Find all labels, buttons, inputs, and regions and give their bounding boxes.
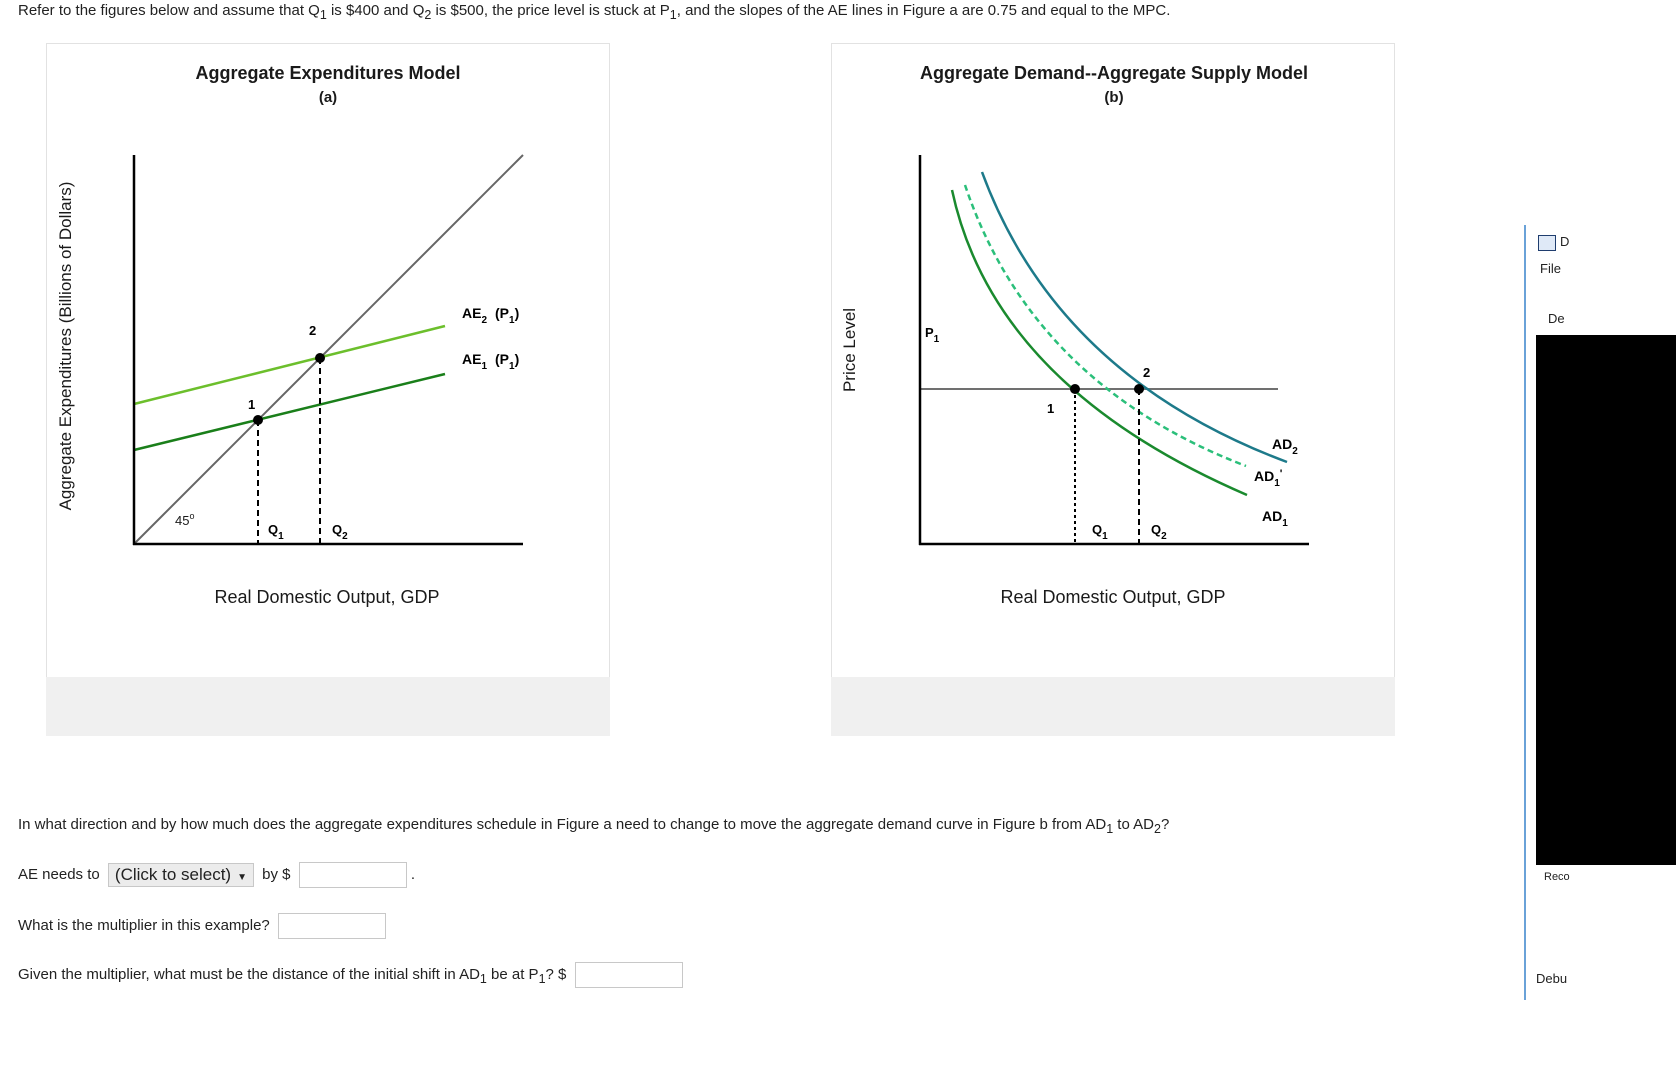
side-window-title: D <box>1560 234 1570 249</box>
q1-label: $Q_1$ <box>268 522 284 542</box>
intro-sub: 2 <box>424 8 432 22</box>
equilibrium-point-2 <box>315 353 325 363</box>
intro-text <box>18 2 1170 22</box>
answer-row-1: AE needs to (Click to select) ▼ by $ . <box>18 862 415 888</box>
figure-b-svg <box>832 44 1394 677</box>
angle-label: 45$^o$ <box>175 511 195 528</box>
b-point-1 <box>1070 384 1080 394</box>
side-de-label[interactable]: De <box>1548 311 1565 326</box>
question-2: What is the multiplier in this example? <box>18 913 386 939</box>
point-2-label: 2 <box>309 323 317 338</box>
ad2-curve <box>982 172 1287 462</box>
dropdown-arrow-icon: ▼ <box>237 872 247 883</box>
intro-part: is $400 and Q <box>326 2 425 19</box>
ae1-label: $AE_1$ $(P_1)$ <box>462 351 520 372</box>
direction-select[interactable]: (Click to select) ▼ <box>108 863 254 887</box>
figure-b-title: Aggregate Demand--Aggregate Supply Model <box>919 63 1309 83</box>
figure-b-footer <box>831 677 1395 736</box>
b-q2-label: $Q_2$ <box>1151 522 1167 542</box>
figure-a-xlabel: Real Domestic Output, GDP <box>214 587 440 607</box>
figure-a-title: Aggregate Expenditures Model <box>195 63 461 83</box>
initial-shift-input[interactable] <box>575 962 683 988</box>
question-3: Given the multiplier, what must be the distance of the initial shift in $AD_1$ be at $P_1$? $ <box>18 962 683 988</box>
figure-b-ylabel: Price Level <box>840 307 859 393</box>
figure-a-ylabel: Aggregate Expenditures (Billions of Dollars) <box>56 181 75 511</box>
by-dollar-label: by $ <box>262 865 291 883</box>
ad1-prime-label: $AD_1'$ <box>1254 468 1283 489</box>
ae2-line <box>134 326 445 404</box>
record-button[interactable]: Reco <box>1544 871 1570 883</box>
intro-sub: 1 <box>319 8 327 22</box>
b-point-2 <box>1134 384 1144 394</box>
figure-a-svg <box>47 44 609 677</box>
ae1-line <box>134 374 445 450</box>
window-icon <box>1538 235 1556 251</box>
b-q1-label: $Q_1$ <box>1092 522 1108 542</box>
figure-b-subtitle: (b) <box>1104 89 1124 106</box>
intro-part: is $500, the price level is stuck at P <box>431 2 670 19</box>
debug-side-window <box>1524 225 1676 1000</box>
file-menu[interactable]: File <box>1540 261 1561 276</box>
figure-a-subtitle: (a) <box>318 89 338 106</box>
question-1: In what direction and by how much does the aggregate expenditures schedule in Figure a need to change to move the aggregate demand curve in Figure b from $AD_1$ to $AD_2$? <box>18 816 1170 836</box>
figure-b-panel <box>831 43 1395 678</box>
forty-five-degree-line <box>134 155 523 544</box>
intro-sub: 1 <box>669 8 677 22</box>
equilibrium-point-1 <box>253 415 263 425</box>
side-window-content <box>1536 335 1676 865</box>
q2-label: $Q_2$ <box>332 522 348 542</box>
ae-change-amount-input[interactable] <box>299 862 407 888</box>
intro-part: , and the slopes of the AE lines in Figure a are 0.75 and equal to the MPC. <box>676 2 1171 19</box>
multiplier-input[interactable] <box>278 913 386 939</box>
figure-a-panel <box>46 43 610 678</box>
intro-part: Refer to the figures below and assume that Q <box>18 2 320 19</box>
debug-tab[interactable]: Debu <box>1536 971 1568 986</box>
figure-a-footer <box>46 677 610 736</box>
ae2-label: $AE_2$ $(P_1)$ <box>462 305 520 326</box>
figure-b-xlabel: Real Domestic Output, GDP <box>1000 587 1226 607</box>
b-point-1-label: 1 <box>1047 401 1055 416</box>
b-point-2-label: 2 <box>1143 365 1151 380</box>
ad2-label: $AD_2$ <box>1272 436 1298 457</box>
p1-label: $P_1$ <box>925 325 940 345</box>
ad1-curve <box>952 190 1247 495</box>
ad1-label: $AD_1$ <box>1262 508 1288 529</box>
ae-needs-label: AE needs to <box>18 865 100 883</box>
point-1-label: 1 <box>248 397 256 412</box>
